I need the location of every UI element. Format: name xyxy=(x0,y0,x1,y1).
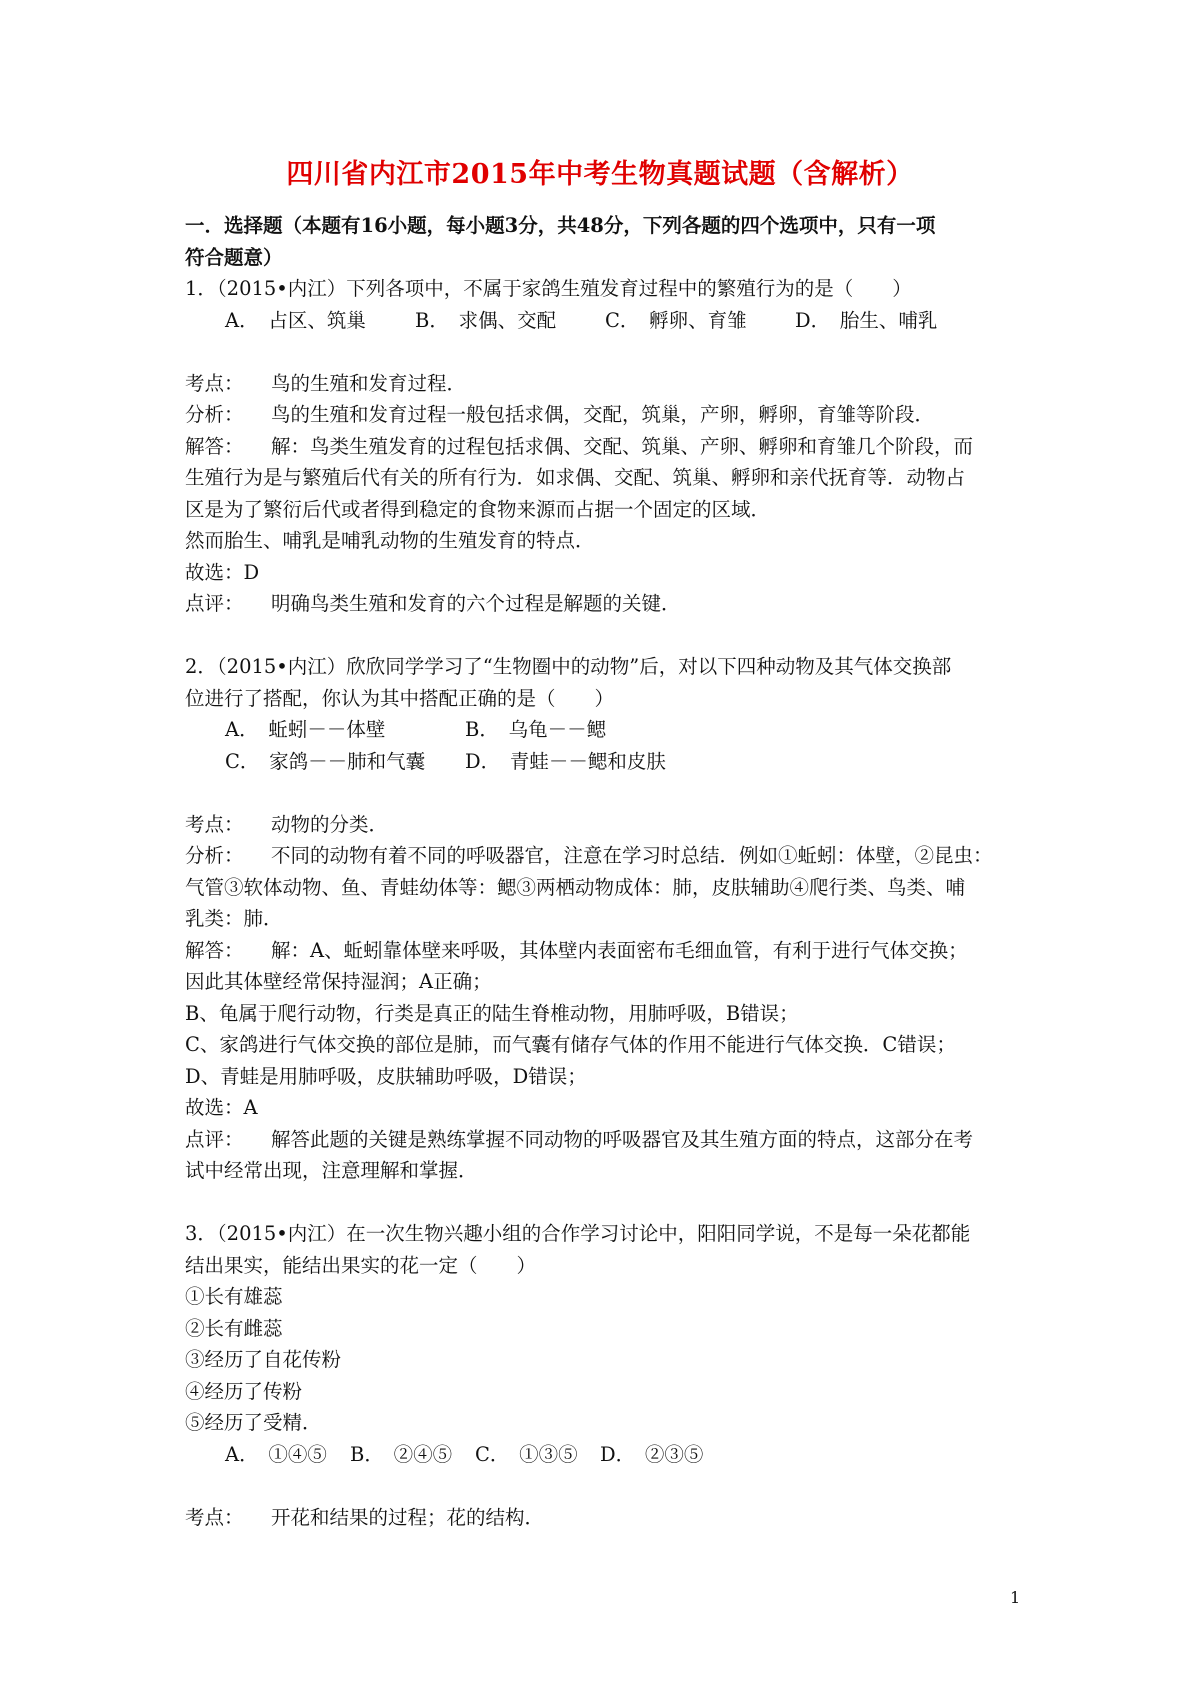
question-1-dianping xyxy=(185,588,1030,620)
question-2-dianping-2: 试中经常出现，注意理解和掌握． xyxy=(185,1159,478,1182)
spacer xyxy=(185,777,1030,809)
question-1-jieda-1 xyxy=(185,431,1030,463)
dianping-text: 解答此题的关键是熟练掌握不同动物的呼吸器官及其生殖方面的特点，这部分在考 xyxy=(271,1127,974,1151)
question-1-answer: 故选：D xyxy=(185,560,260,584)
page-number: 1 xyxy=(1010,1588,1021,1607)
section-heading xyxy=(185,210,1030,273)
question-3 xyxy=(185,1218,1030,1533)
fenxi-label: 分析： xyxy=(185,844,244,867)
question-1-jieda-3: 区是为了繁衍后代或者得到稳定的食物来源而占据一个固定的区域． xyxy=(185,497,771,521)
question-2-jieda-5: D、青蛙是用肺呼吸，皮肤辅助呼吸，D错误； xyxy=(185,1064,587,1088)
question-3-options xyxy=(185,1439,1030,1471)
question-1-option-d: D． 胎生、哺乳 xyxy=(795,308,938,332)
question-2-stem-2: 位进行了搭配，你认为其中搭配正确的是（ ） xyxy=(185,686,615,710)
question-2-jieda-1 xyxy=(185,935,1030,967)
question-1-jieda-4: 然而胎生、哺乳是哺乳动物的生殖发育的特点． xyxy=(185,529,595,552)
question-1-option-c: C． 孵卵、育雏 xyxy=(605,308,747,332)
question-3-option-c: C． ①③⑤ xyxy=(475,1442,578,1466)
dianping-label: 点评： xyxy=(185,1127,244,1151)
question-3-stem-2: 结出果实，能结出果实的花一定（ ） xyxy=(185,1253,537,1277)
question-2 xyxy=(185,651,1030,1187)
fenxi-label: 分析： xyxy=(185,403,244,426)
kaodian-label: 考点： xyxy=(185,371,244,395)
question-2-jieda-2: 因此其体壁经常保持湿润；A正确； xyxy=(185,970,492,993)
question-3-item-1: ①长有雄蕊 xyxy=(185,1285,283,1308)
question-2-option-d: D． 青蛙－－鳃和皮肤 xyxy=(465,749,666,773)
question-3-stem-1: 3．（2015•内江）在一次生物兴趣小组的合作学习讨论中，阳阳同学说，不是每一朵花都能 xyxy=(185,1222,971,1245)
kaodian-label: 考点： xyxy=(185,1505,244,1529)
question-1 xyxy=(185,273,1030,620)
spacer xyxy=(185,1187,1030,1219)
question-3-item-4: ④经历了传粉 xyxy=(185,1379,303,1403)
question-2-options-row-2 xyxy=(185,746,1030,778)
document-body xyxy=(185,210,1030,1533)
question-3-kaodian xyxy=(185,1502,1030,1534)
question-2-fenxi-3: 乳类：肺． xyxy=(185,907,283,930)
question-1-option-a: A． 占区、筑巢 xyxy=(225,308,366,332)
spacer xyxy=(185,336,1030,368)
page-title: 四川省内江市2015年中考生物真题试题（含解析） xyxy=(286,159,914,190)
question-1-option-b: B． 求偶、交配 xyxy=(415,308,557,332)
question-2-jieda-4: C、家鸽进行气体交换的部位是肺，而气囊有储存气体的作用不能进行气体交换．C错误； xyxy=(185,1033,956,1056)
question-1-fenxi xyxy=(185,399,1030,431)
section-heading-line-1: 一．选择题（本题有16小题，每小题3分，共48分，下列各题的四个选项中，只有一项 xyxy=(185,214,936,237)
dianping-text: 明确鸟类生殖和发育的六个过程是解题的关键． xyxy=(271,592,681,615)
question-2-kaodian xyxy=(185,809,1030,841)
question-1-stem: 1．（2015•内江）下列各项中，不属于家鸽生殖发育过程中的繁殖行为的是（ ） xyxy=(185,277,912,300)
spacer xyxy=(185,1470,1030,1502)
kaodian-text: 动物的分类． xyxy=(271,812,389,836)
kaodian-text: 鸟的生殖和发育过程． xyxy=(271,371,467,395)
question-2-answer: 故选：A xyxy=(185,1096,258,1119)
question-1-options xyxy=(185,305,1030,337)
question-3-option-b: B． ②④⑤ xyxy=(350,1442,453,1466)
kaodian-label: 考点： xyxy=(185,812,244,836)
question-2-fenxi-1 xyxy=(185,840,1030,872)
fenxi-text: 不同的动物有着不同的呼吸器官，注意在学习时总结．例如①蚯蚓：体壁，②昆虫： xyxy=(271,844,993,867)
fenxi-text: 鸟的生殖和发育过程一般包括求偶，交配，筑巢，产卵，孵卵，育雏等阶段． xyxy=(271,403,935,426)
kaodian-text: 开花和结果的过程；花的结构． xyxy=(271,1505,545,1529)
question-2-option-a: A． 蚯蚓－－体壁 xyxy=(225,718,386,741)
spacer xyxy=(185,620,1030,652)
question-3-item-3: ③经历了自花传粉 xyxy=(185,1348,342,1371)
jieda-label: 解答： xyxy=(185,434,244,458)
question-2-fenxi-2: 气管③软体动物、鱼、青蛙幼体等：鳃③两栖动物成体：肺，皮肤辅助④爬行类、鸟类、哺 xyxy=(185,875,966,899)
question-3-option-a: A． ①④⑤ xyxy=(225,1442,327,1466)
question-2-options-row-1 xyxy=(185,714,1030,746)
jieda-text: 解：A、蚯蚓靠体壁来呼吸，其体壁内表面密布毛细血管，有利于进行气体交换； xyxy=(271,938,968,962)
section-heading-line-2: 符合题意） xyxy=(185,245,283,269)
question-2-dianping-1 xyxy=(185,1124,1030,1156)
dianping-label: 点评： xyxy=(185,592,244,615)
question-3-item-5: ⑤经历了受精． xyxy=(185,1411,322,1434)
question-2-option-c: C． 家鸽－－肺和气囊 xyxy=(225,749,426,773)
question-2-option-b: B． 乌龟－－鳃 xyxy=(465,718,607,741)
question-1-jieda-2: 生殖行为是与繁殖后代有关的所有行为．如求偶、交配、筑巢、孵卵和亲代抚育等．动物占 xyxy=(185,466,966,489)
question-2-stem-1: 2．（2015•内江）欣欣同学学习了“生物圈中的动物”后，对以下四种动物及其气体交换部 xyxy=(185,655,952,678)
jieda-label: 解答： xyxy=(185,938,244,962)
question-3-item-2: ②长有雌蕊 xyxy=(185,1316,283,1340)
question-3-option-d: D． ②③⑤ xyxy=(600,1442,704,1466)
question-1-kaodian xyxy=(185,368,1030,400)
jieda-text: 解：鸟类生殖发育的过程包括求偶、交配、筑巢、产卵、孵卵和育雏几个阶段，而 xyxy=(271,434,974,458)
question-2-jieda-3: B、龟属于爬行动物，行类是真正的陆生脊椎动物，用肺呼吸，B错误； xyxy=(185,1001,799,1025)
